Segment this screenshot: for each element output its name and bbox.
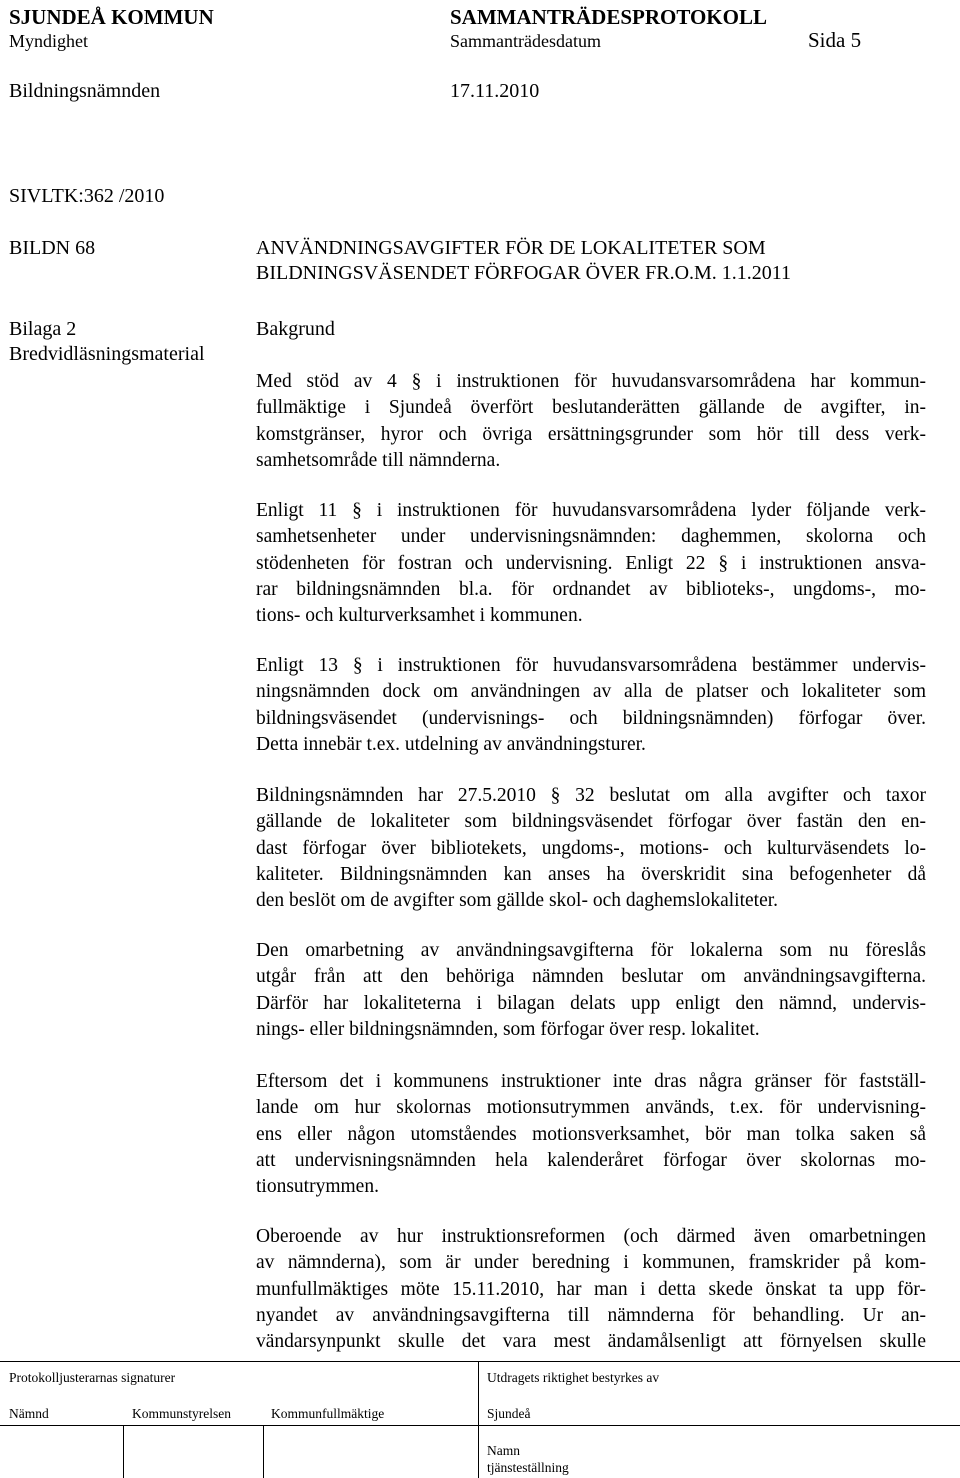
paragraph [256, 1069, 926, 1200]
text-line: ens eller någon utomståendes motionsverksamhet, bör man tolka saken så [256, 1123, 926, 1145]
place-label: Sjundeå [487, 1406, 531, 1421]
paragraph [256, 653, 926, 758]
paragraph [256, 938, 926, 1043]
text-line: Enligt 11 § i instruktionen för huvudansvarsområdena lyder följande verk- [256, 500, 926, 521]
divider [123, 1425, 124, 1478]
title-line-2: BILDNINGSVÄSENDET FÖRFOGAR ÖVER FR.O.M. 1.1.2011 [256, 262, 792, 284]
text-line: Den omarbetning av användningsavgifterna för lokalerna som nu föreslås [256, 940, 926, 961]
section-number: BILDN 68 [9, 237, 96, 259]
text-line: gällande de lokaliteter som bildningsväsendet förfogar över fastän den en- [256, 811, 926, 833]
text-line: vändarsynpunkt skulle det vara mest ändamålsenligt att förnyelsen skulle [256, 1331, 926, 1353]
signature-column-namnd: Nämnd [9, 1406, 49, 1421]
text-line: ningsnämnden dock om användningen av alla de platser och lokaliteter som [256, 681, 926, 703]
text-line: den beslöt om de avgifter som gällde skol- och daghemslokaliteter. [256, 890, 779, 912]
divider [263, 1425, 264, 1478]
text-line: fullmäktige i Sjundeå överfört beslutanderätten gällande de avgifter, in- [256, 397, 926, 419]
text-line: Bildningsnämnden har 27.5.2010 § 32 beslutat om alla avgifter och taxor [256, 785, 926, 806]
text-line: Detta innebär t.ex. utdelning av användningsturer. [256, 733, 646, 755]
text-line: av nämnderna), som är under beredning i kommunen, framskrider på kom- [256, 1252, 926, 1274]
signature-column-ks: Kommunstyrelsen [132, 1406, 231, 1421]
signature-column-kf: Kommunfullmäktige [271, 1406, 385, 1421]
title-label: tjänsteställning [487, 1460, 569, 1475]
paragraph [256, 498, 926, 629]
footer-mid-rule [0, 1425, 960, 1426]
text-line: komstgränser, hyror och övriga ersättningsgrunder som hör till dess verk- [256, 423, 926, 445]
org-name: SJUNDEÅ KOMMUN [9, 5, 214, 29]
text-line: tions- och kulturverksamhet i kommunen. [256, 605, 583, 627]
footer-top-rule [0, 1361, 960, 1362]
paragraph [256, 369, 926, 474]
title-line-1: ANVÄNDNINGSAVGIFTER FÖR DE LOKALITETER SOM [256, 237, 766, 259]
signatures-label: Protokolljusterarnas signaturer [9, 1370, 176, 1385]
divider [478, 1361, 479, 1478]
text-line: Eftersom det i kommunens instruktioner inte dras några gränser för fastställ- [256, 1071, 926, 1092]
text-line: kaliteter. Bildningsnämnden kan anses ha överskridit sina befogenheter då [256, 863, 926, 885]
text-line: utgår från att den behöriga nämnden beslutar om användningsavgifterna. [256, 966, 926, 988]
text-line: tionsutrymmen. [256, 1176, 379, 1198]
text-line: Med stöd av 4 § i instruktionen för huvudansvarsområdena har kommun- [256, 371, 926, 392]
text-line: nings- eller bildningsnämnden, som förfogar över resp. lokalitet. [256, 1018, 760, 1040]
page-number: Sida 5 [808, 28, 862, 52]
text-line: munfullmäktiges möte 15.11.2010, har man i detta skede önskat ta upp för- [256, 1278, 926, 1300]
paragraph [256, 783, 926, 914]
attachment-description: Bredvidläsningsmaterial [9, 343, 205, 365]
attachment-label: Bilaga 2 [9, 318, 77, 340]
doc-type: SAMMANTRÄDESPROTOKOLL [450, 5, 767, 29]
text-line: lande om hur skolornas motionsutrymmen används, t.ex. för undervisning- [256, 1097, 926, 1119]
date-label: Sammanträdesdatum [450, 31, 601, 51]
case-reference: SIVLTK:362 /2010 [9, 185, 165, 207]
text-line: Därför har lokaliteterna i bilagan delats upp enligt den nämnd, undervis- [256, 992, 926, 1014]
text-line: nyandet av användningsavgifterna till nämnderna för behandling. Ur an- [256, 1304, 926, 1326]
text-line: Oberoende av hur instruktionsreformen (och därmed även omarbetningen [256, 1226, 926, 1247]
authority-label: Myndighet [9, 31, 88, 51]
text-line: rar bildningsnämnden bl.a. för ordnandet av biblioteks-, ungdoms-, mo- [256, 578, 926, 600]
text-line: samhetsenheter under undervisningsnämnden: daghemmen, skolorna och [256, 526, 926, 548]
name-label: Namn [487, 1443, 520, 1458]
text-line: dast förfogar över bibliotekets, ungdoms-, motions- och kulturväsendets lo- [256, 837, 926, 859]
subheading: Bakgrund [256, 318, 335, 340]
text-line: samhetsområde till nämnderna. [256, 449, 501, 471]
text-line: bildningsväsendet (undervisnings- och bildningsnämnden) förfogar över. [256, 707, 926, 729]
paragraph [256, 1224, 926, 1355]
text-line: Enligt 13 § i instruktionen för huvudansvarsområdena bestämmer undervis- [256, 655, 926, 676]
extract-label: Utdragets riktighet bestyrkes av [487, 1370, 660, 1385]
text-line: att undervisningsnämnden hela kalenderåret förfogar över skolornas mo- [256, 1149, 926, 1171]
meeting-date: 17.11.2010 [450, 80, 540, 102]
signature-block [0, 1360, 960, 1478]
text-line: stödenheten för fostran och undervisning. Enligt 22 § i instruktionen ansva- [256, 552, 926, 574]
authority: Bildningsnämnden [9, 80, 161, 102]
